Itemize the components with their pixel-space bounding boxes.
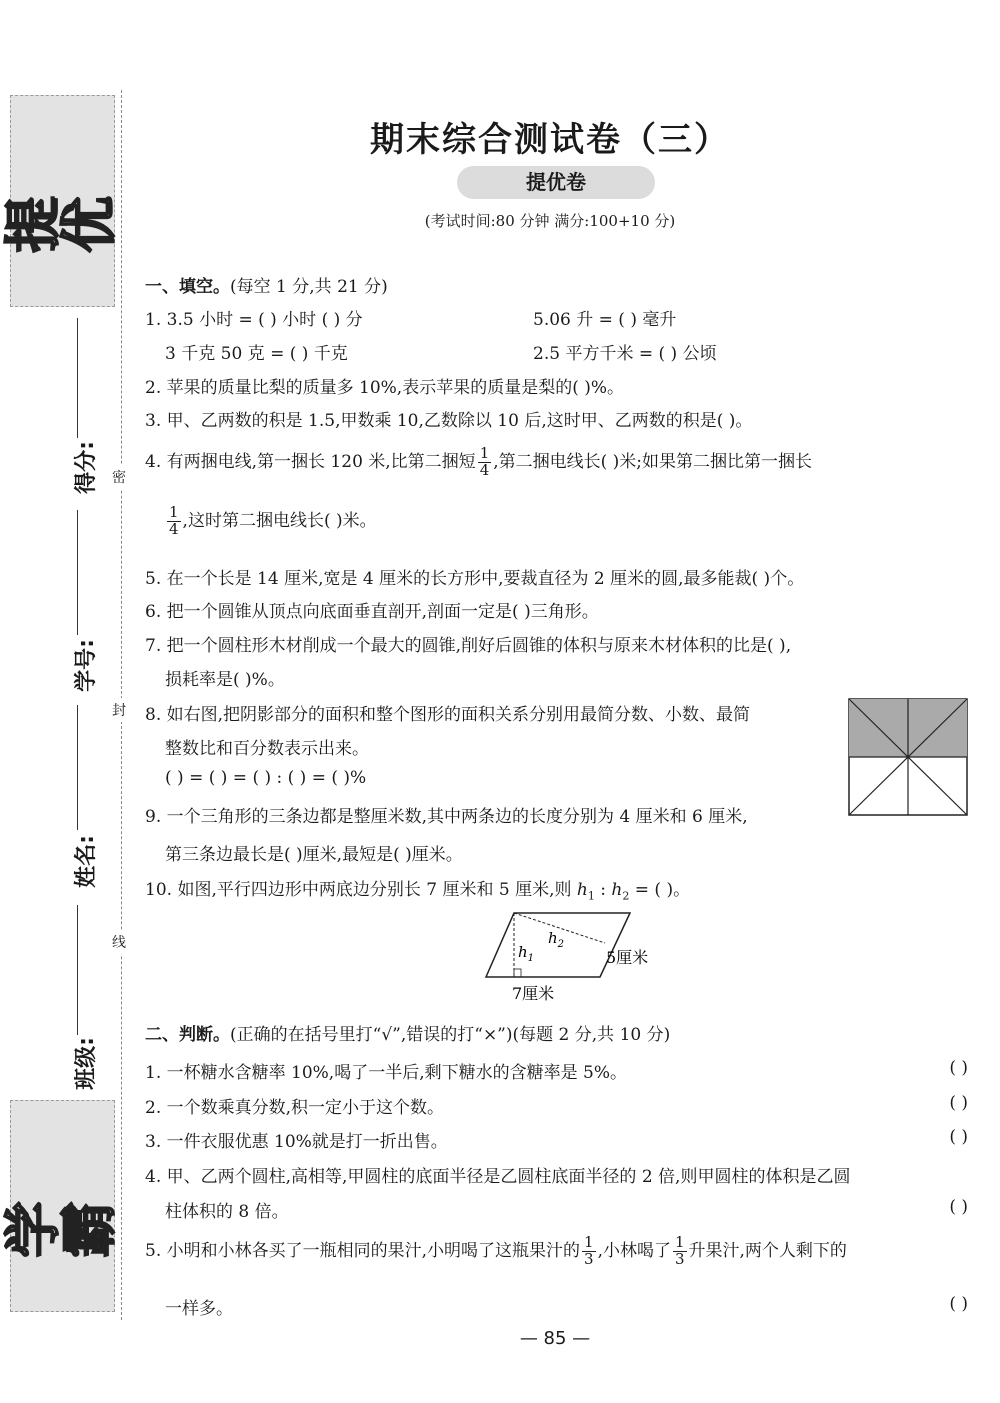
question-3: 3. 甲、乙两数的积是 1.5,甲数乘 10,乙数除以 10 后,这时甲、乙两数的积是( )。 bbox=[145, 411, 753, 431]
page-title: 期末综合测试卷（三） bbox=[370, 120, 730, 160]
frac-num: 1 bbox=[479, 444, 490, 462]
q5-post: 升果汁,两个人剩下的 bbox=[688, 1240, 847, 1261]
margin-line bbox=[77, 905, 78, 1035]
judge-1: 1. 一杯糖水含糖率 10%,喝了一半后,剩下糖水的含糖率是 5%。 bbox=[145, 1063, 627, 1083]
q5-pre: 5. 小明和小林各买了一瓶相同的果汁,小明喝了这瓶果汁的 bbox=[145, 1240, 581, 1261]
frac-den: 3 bbox=[674, 1249, 685, 1268]
margin-line bbox=[77, 318, 78, 438]
question-10 bbox=[145, 875, 690, 902]
question-6: 6. 把一个圆锥从顶点向底面垂直剖开,剖面一定是( )三角形。 bbox=[145, 602, 599, 622]
judge-2: 2. 一个数乘真分数,积一定小于这个数。 bbox=[145, 1098, 445, 1118]
section2-title: 二、判断。 bbox=[145, 1025, 230, 1045]
name-label: 姓名: bbox=[73, 835, 99, 888]
section2-heading bbox=[145, 1020, 670, 1045]
margin-line bbox=[77, 510, 78, 635]
question-1a: 1. 3.5 小时 = ( ) 小时 ( ) 分 bbox=[145, 310, 363, 330]
frac-den: 4 bbox=[169, 519, 179, 538]
judge-4a: 4. 甲、乙两个圆柱,高相等,甲圆柱的底面半径是乙圆柱底面半径的 2 倍,则甲圆柱的体积是乙圆 bbox=[145, 1167, 851, 1187]
question-9a: 9. 一个三角形的三条边都是整厘米数,其中两条边的长度分别为 4 厘米和 6 厘米, bbox=[145, 807, 748, 827]
q8-figure bbox=[848, 698, 968, 816]
q10-colon: : bbox=[594, 880, 612, 900]
fraction-quarter bbox=[478, 446, 492, 479]
label-5cm: 5厘米 bbox=[606, 948, 649, 967]
h1-sub: 1 bbox=[587, 889, 595, 903]
fraction-quarter bbox=[167, 505, 181, 538]
answer-paren-2[interactable]: ( ) bbox=[949, 1093, 968, 1113]
question-7b: 损耗率是( )%。 bbox=[165, 670, 285, 690]
fraction-third bbox=[673, 1235, 687, 1268]
q10-post: = ( )。 bbox=[629, 880, 691, 900]
q4-pre: 4. 有两捆电线,第一捆长 120 米,比第二捆短 bbox=[145, 451, 476, 472]
frac-num: 1 bbox=[169, 503, 179, 521]
question-1d: 2.5 平方千米 = ( ) 公顷 bbox=[533, 344, 717, 364]
bottom-badge bbox=[1, 1100, 123, 1312]
fraction-third bbox=[582, 1235, 596, 1268]
answer-paren-4[interactable]: ( ) bbox=[949, 1197, 968, 1217]
judge-5a bbox=[145, 1235, 847, 1268]
frac-den: 4 bbox=[479, 460, 490, 479]
page-number: — 85 — bbox=[519, 1328, 591, 1349]
score-label: 得分: bbox=[73, 441, 99, 494]
frac-num: 1 bbox=[674, 1233, 685, 1251]
right-angle-mark bbox=[514, 969, 521, 977]
margin-line bbox=[77, 705, 78, 830]
question-5: 5. 在一个长是 14 厘米,宽是 4 厘米的长方形中,要裁直径为 2 厘米的圆,最多能裁( )个。 bbox=[145, 569, 805, 589]
subtitle-badge: 提优卷 bbox=[457, 166, 655, 199]
q5-mid: ,小林喝了 bbox=[597, 1240, 671, 1261]
h2-var: h bbox=[611, 880, 623, 900]
class-label: 班级: bbox=[73, 1037, 99, 1090]
question-8c: ( ) = ( ) = ( ) : ( ) = ( )% bbox=[165, 768, 367, 788]
question-4b bbox=[165, 505, 377, 538]
q10-pre: 10. 如图,平行四边形中两底边分别长 7 厘米和 5 厘米,则 bbox=[145, 880, 577, 900]
question-1c: 3 千克 50 克 = ( ) 千克 bbox=[165, 344, 348, 364]
student-id-label: 学号: bbox=[73, 639, 99, 692]
frac-den: 3 bbox=[584, 1249, 594, 1268]
label-7cm: 7厘米 bbox=[512, 984, 555, 1003]
label-h2: $h_2$ bbox=[548, 929, 565, 950]
label-h1: $h_1$ bbox=[518, 943, 535, 964]
seal-char: 封 bbox=[112, 698, 126, 722]
answer-paren-3[interactable]: ( ) bbox=[949, 1127, 968, 1147]
q10-figure bbox=[480, 905, 680, 1005]
exam-info: (考试时间:80 分钟 满分:100+10 分) bbox=[424, 212, 676, 230]
q4-post: ,第二捆电线长( )米;如果第二捆比第一捆长 bbox=[493, 451, 813, 472]
judge-5b: 一样多。 bbox=[165, 1299, 233, 1319]
q4b-post: ,这时第二捆电线长( )米。 bbox=[182, 510, 377, 531]
question-1b: 5.06 升 = ( ) 毫升 bbox=[533, 310, 677, 330]
top-badge-text: 提优 bbox=[1, 196, 123, 253]
h1-var: h bbox=[576, 880, 588, 900]
h2-sub: 2 bbox=[622, 889, 630, 903]
question-8a: 8. 如右图,把阴影部分的面积和整个图形的面积关系分别用最简分数、小数、最简 bbox=[145, 705, 751, 725]
judge-4b: 柱体积的 8 倍。 bbox=[165, 1202, 289, 1222]
section1-heading bbox=[145, 272, 388, 297]
section2-note: (正确的在括号里打“√”,错误的打“×”)(每题 2 分,共 10 分) bbox=[230, 1025, 671, 1045]
question-9b: 第三条边最长是( )厘米,最短是( )厘米。 bbox=[165, 845, 463, 865]
question-8b: 整数比和百分数表示出来。 bbox=[165, 739, 369, 759]
answer-paren-1[interactable]: ( ) bbox=[949, 1058, 968, 1078]
answer-paren-5[interactable]: ( ) bbox=[949, 1294, 968, 1314]
judge-3: 3. 一件衣服优惠 10%就是打一折出售。 bbox=[145, 1132, 448, 1152]
question-7a: 7. 把一个圆柱形木材削成一个最大的圆锥,削好后圆锥的体积与原来木材体积的比是( ), bbox=[145, 636, 792, 656]
question-2: 2. 苹果的质量比梨的质量多 10%,表示苹果的质量是梨的( )%。 bbox=[145, 378, 625, 398]
bottom-badge-text: 学霸 bbox=[1, 1201, 123, 1258]
frac-num: 1 bbox=[584, 1233, 594, 1251]
seal-char: 线 bbox=[112, 930, 126, 954]
section1-note: (每空 1 分,共 21 分) bbox=[230, 277, 388, 297]
question-4a bbox=[145, 446, 812, 479]
section1-title: 一、填空。 bbox=[145, 277, 230, 297]
seal-char: 密 bbox=[112, 465, 126, 489]
